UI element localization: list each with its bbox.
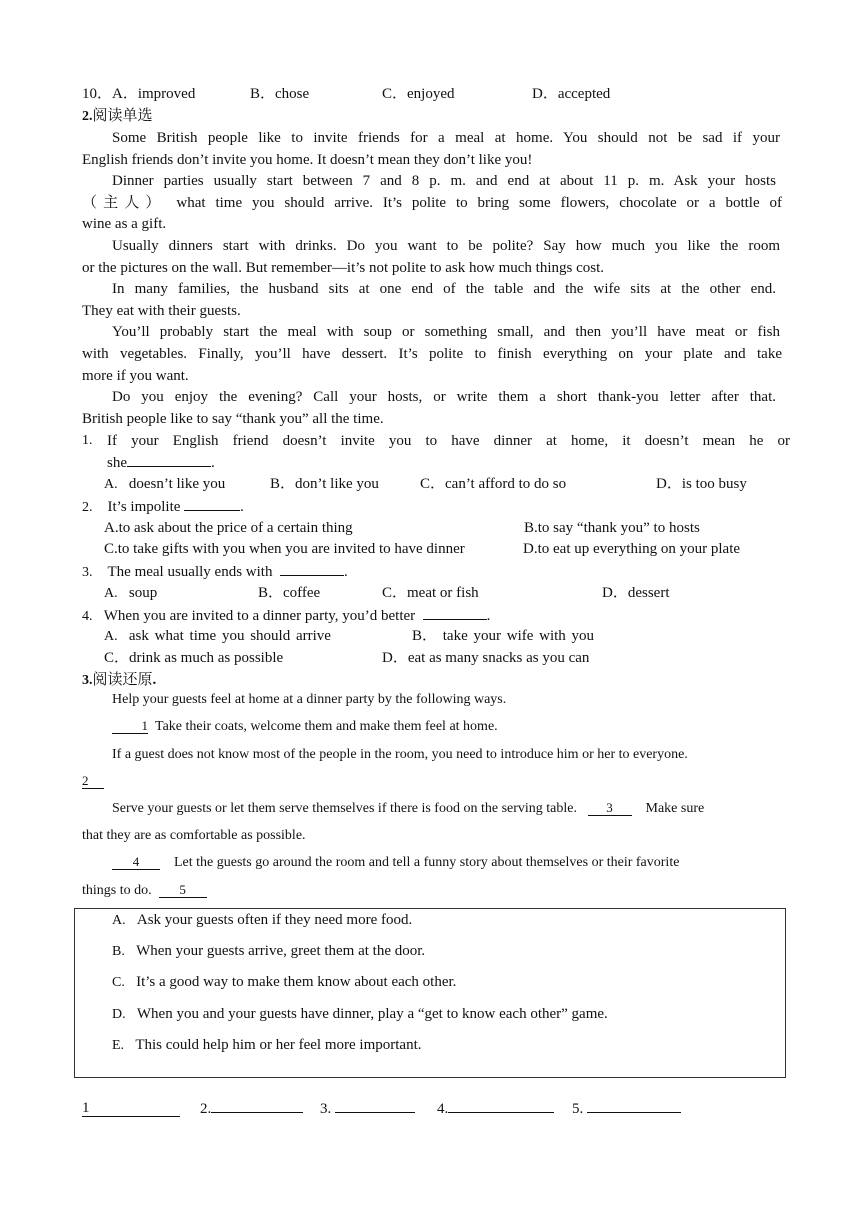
q4-option-b: B． take your wife with you [412, 628, 595, 644]
answer-3: 3. [320, 1098, 415, 1119]
q3-option-a: A. soup [104, 585, 158, 601]
answer-2-blank[interactable] [211, 1098, 303, 1113]
section-3-heading: 3.阅读还原. [82, 672, 157, 688]
q3-option-c: C．meat or fish [382, 585, 479, 601]
section-2-number: 2. [82, 109, 93, 124]
q3-answer-blank[interactable] [280, 561, 344, 576]
q1-option-a: A. doesn’t like you [104, 476, 226, 492]
section-3-title: 阅读还原 [92, 672, 153, 688]
passage-line: wine as a gift. [82, 216, 167, 232]
answer-4: 4. [437, 1098, 554, 1119]
q1-number: 1. [82, 433, 93, 448]
answer-2: 2. [200, 1098, 303, 1119]
q4-stem: 4. When you are invited to a dinner party, you’d better . [82, 605, 490, 627]
sec3-blank-1[interactable]: 1 [112, 719, 148, 734]
option-b: B. When your guests arrive, greet them at the door. [112, 943, 426, 959]
q10-option-a: A．improved [112, 86, 196, 102]
passage-line: or the pictures on the wall. But remember—it’s not polite to ask how much things cost. [82, 260, 604, 276]
q4-option-d: D．eat as many snacks as you can [382, 650, 590, 666]
q2-stem: 2. It’s impolite . [82, 496, 244, 518]
passage-line: You’ll probably start the meal with soup or something small, and then you’ll have meat or fish [112, 324, 780, 340]
q10-number: 10． [82, 86, 113, 102]
passage-line: They eat with their guests. [82, 303, 241, 319]
q2-option-b: B.to say “thank you” to hosts [524, 520, 700, 536]
answer-5: 5. [572, 1098, 681, 1119]
sec3-blank-2[interactable]: 2 [82, 774, 104, 789]
passage-line: Dinner parties usually start between 7 and 8 p. m. and end at about 11 p. m. Ask your hosts [112, 173, 776, 189]
answer-3-blank[interactable] [335, 1098, 415, 1113]
q4-option-a: A. ask what time you should arrive [104, 628, 331, 644]
sec3-para-4: 4 Let the guests go around the room and tell a funny story about themselves or their favorite [112, 853, 679, 873]
passage-line: English friends don’t invite you home. It doesn’t mean they don’t like you! [82, 152, 533, 168]
q4-answer-blank[interactable] [423, 605, 487, 620]
section-2-title: 阅读单选 [92, 108, 153, 124]
answer-1-blank[interactable]: 1 [82, 1100, 180, 1117]
q1-stem: If your English friend doesn’t invite you to have dinner at home, it doesn’t mean he or [107, 433, 790, 449]
q1-option-c: C．can’t afford to do so [420, 476, 567, 492]
section-2-heading [82, 106, 153, 127]
q3-option-d: D．dessert [602, 585, 670, 601]
option-d: D. When you and your guests have dinner, play a “get to know each other” game. [112, 1006, 608, 1022]
passage-line: more if you want. [82, 368, 189, 384]
sec3-para-3: Serve your guests or let them serve themselves if there is food on the serving table. 3 Make sure [112, 800, 705, 816]
passage-line: Do you enjoy the evening? Call your hosts, or write them a short thank-you letter after that. [112, 389, 776, 405]
option-a: A. Ask your guests often if they need more food. [112, 912, 413, 928]
q2-answer-blank[interactable] [184, 496, 240, 511]
sec3-blank-2-line [82, 772, 104, 792]
q1-answer-blank[interactable] [127, 452, 211, 467]
answer-4-blank[interactable] [448, 1098, 554, 1113]
sec3-blank-5[interactable]: 5 [159, 883, 207, 898]
q2-option-d: D.to eat up everything on your plate [523, 541, 741, 557]
option-e: E. This could help him or her feel more important. [112, 1037, 422, 1053]
q2-option-c: C.to take gifts with you when you are invited to have dinner [104, 541, 465, 557]
q3-stem: 3. The meal usually ends with . [82, 561, 348, 583]
passage-line: （主人） what time you should arrive. It’s polite to bring some flowers, chocolate or a bottle of [82, 195, 782, 211]
sec3-intro: Help your guests feel at home at a dinner party by the following ways. [112, 692, 507, 707]
q1-stem-cont: she . [107, 452, 215, 473]
q10-line [82, 84, 195, 104]
sec3-para-4-cont: things to do. 5 [82, 881, 207, 901]
sec3-blank-4[interactable]: 4 [112, 855, 160, 870]
section-3-number: 3. [82, 673, 93, 688]
sec3-para-2: If a guest does not know most of the people in the room, you need to introduce him or her to everyone. [112, 747, 688, 762]
q3-option-b: B．coffee [258, 585, 321, 601]
passage-line: with vegetables. Finally, you’ll have dessert. It’s polite to finish everything on your plate and take [82, 346, 782, 362]
sec3-para-1: 1 Take their coats, welcome them and make them feel at home. [112, 717, 498, 737]
q10-option-d: D．accepted [532, 86, 611, 102]
answer-5-blank[interactable] [587, 1098, 681, 1113]
passage-line: In many families, the husband sits at one end of the table and the wife sits at the other end. [112, 281, 776, 297]
passage-line: British people like to say “thank you” all the time. [82, 411, 384, 427]
q4-option-c: C．drink as much as possible [104, 650, 284, 666]
q10-option-b: B．chose [250, 86, 310, 102]
sec3-para-3-cont: that they are as comfortable as possible. [82, 828, 306, 843]
option-c: C. It’s a good way to make them know about each other. [112, 974, 457, 990]
q1-option-d: D．is too busy [656, 476, 747, 492]
sec3-blank-3[interactable]: 3 [588, 801, 632, 816]
q10-option-c: C．enjoyed [382, 86, 455, 102]
passage-line: Usually dinners start with drinks. Do you want to be polite? Say how much you like the room [112, 238, 780, 254]
answer-1 [82, 1098, 180, 1118]
q1-option-b: B．don’t like you [270, 476, 379, 492]
passage-line: Some British people like to invite friends for a meal at home. You should not be sad if your [112, 130, 780, 146]
q2-option-a: A.to ask about the price of a certain thing [104, 520, 353, 536]
